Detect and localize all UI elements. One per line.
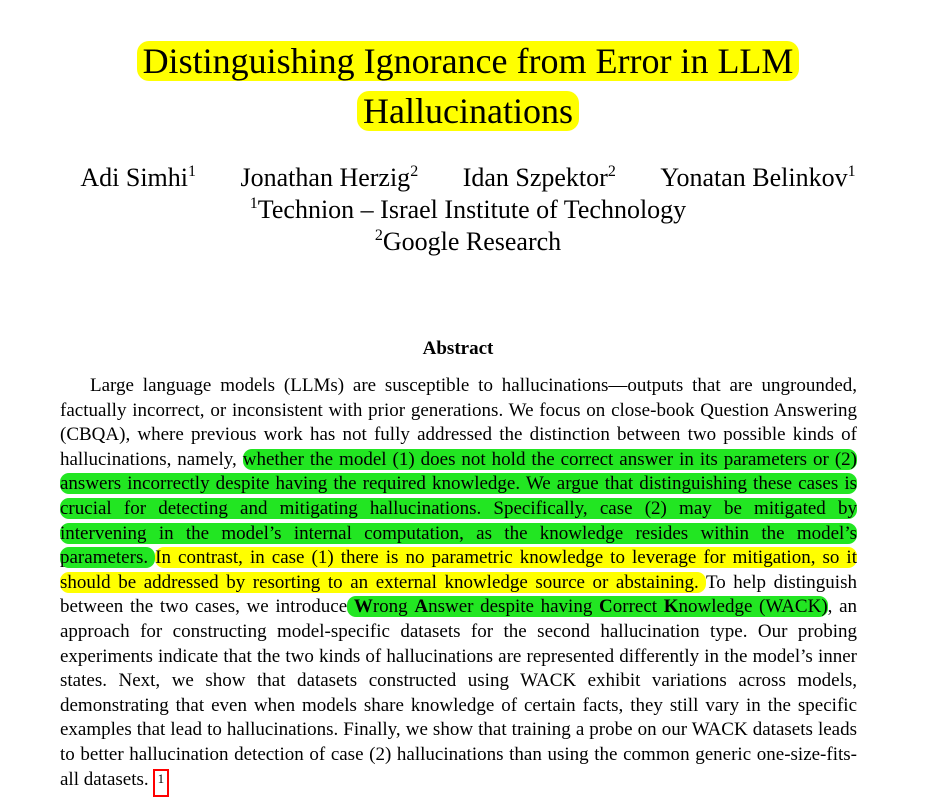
abstract-plain-3: , an approach for constructing model-specific datasets for the second hallucination type. Our probing experiments indicate that the two kinds of hallucinations are represented differently in the model’s inner states. Next, we show that datasets constructed using WACK exhibit variations across models, demonstrating that even when models share knowledge of certain facts, they still vary in the specific examples that lead to hallucinations. Finally, we show that training a probe on our WACK datasets leads to better hallucination detection of case (2) hallucinations than using the common generic one-size-fits-all datasets. (60, 596, 858, 790)
abstract-heading: Abstract (422, 338, 494, 359)
abstract-plain-2: To help distinguish between the two cases, we introduce (60, 571, 857, 618)
title-line-2: Hallucinations (357, 91, 579, 131)
affiliation: $^2$Google Research (374, 227, 562, 256)
author-list (0, 162, 936, 194)
title-line-1: Distinguishing Ignorance from Error in LLM (137, 41, 800, 81)
author: Idan Szpektor$^2$ (462, 163, 616, 192)
author: Yonatan Belinkov$^1$ (660, 163, 856, 192)
paper-title (0, 36, 936, 136)
abstract-plain-1: Large language models (LLMs) are susceptible to hallucinations—outputs that are ungrounded, factually incorrect, or inconsistent with prior generations. We focus on close-book Question Answering (CBQA), where previous work has not fully addressed the distinction between two possible kinds of hallucinations, namely, (60, 375, 857, 470)
author: Jonathan Herzig$^2$ (240, 163, 419, 192)
footnote-link[interactable]: 1 (153, 769, 170, 797)
affiliation: $^1$Technion – Israel Institute of Technology (249, 195, 687, 224)
yellow-highlight-1: In contrast, in case (1) there is no parametric knowledge to leverage for mitigation, so it should be addressed by resorting to an external knowledge source or abstaining. (60, 547, 857, 593)
green-highlight-1: whether the model (1) does not hold the correct answer in its parameters or (2) answers incorrectly despite having the required knowledge. We argue that distinguishing these cases is crucial for detecting and mitigating hallucinations. Specifically, case (2) may be mitigated by intervening in the model’s internal computation, as the knowledge resides within the model’s parameters. (60, 448, 857, 569)
wack-highlight: Wrong Answer despite having Correct Knowledge (WACK) (347, 596, 828, 617)
author: Adi Simhi$^1$ (80, 163, 197, 192)
abstract-text (60, 374, 857, 797)
